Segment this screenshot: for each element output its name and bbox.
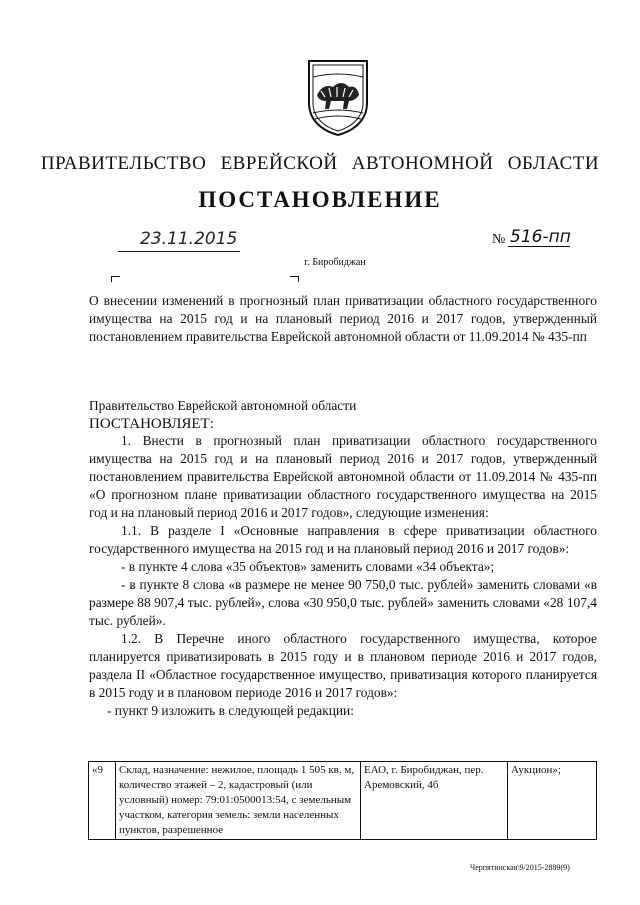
coat-of-arms-emblem	[303, 57, 373, 137]
paragraph-1-2: 1.2. В Перечне иного областного государственного имущества, которое планируется приватизировать в 2015 году и в плановом периоде 2016 и 2017 годов, раздела II «Областное государственное имущество, приватизация которого планируется в 2015 году и в плановом периоде 2016 и 2017 годов»:	[89, 631, 597, 700]
government-title: ПРАВИТЕЛЬСТВО ЕВРЕЙСКОЙ АВТОНОМНОЙ ОБЛАСТИ	[40, 153, 600, 174]
document-number: 516-пп	[510, 227, 571, 247]
document-date: 23.11.2015	[140, 229, 238, 249]
cell-number: «9	[89, 762, 116, 840]
cell-description: Склад, назначение: нежилое, площадь 1 505 кв. м, количество этажей – 2, кадастровый (или условный) номер: 79:01:0500013:54, с земельным участком, категория земель: земли населенных пунктов, разрешенное	[116, 762, 361, 840]
document-subject: О внесении изменений в прогнозный план приватизации областного государственного имущества на 2015 год и на плановый период 2016 и 2017 годов, утвержденный постановлением правительства Еврейской автономной области от 11.09.2014 № 435-пп	[89, 293, 597, 344]
number-underline	[508, 246, 570, 247]
date-underline	[118, 251, 240, 252]
decree-body	[89, 432, 597, 720]
subject-bracket-right	[290, 276, 299, 282]
paragraph-item-9: - пункт 9 изложить в следующей редакции:	[107, 703, 354, 718]
cell-address: ЕАО, г. Биробиджан, пер. Аремовский, 4б	[361, 762, 508, 840]
footer-code: Черпятинская\9/2015-2889(9)	[470, 863, 570, 872]
government-line: Правительство Еврейской автономной области	[89, 398, 357, 413]
subject-bracket-left	[111, 276, 120, 282]
paragraph-1: 1. Внести в прогнозный план приватизации областного государственного имущества на 2015 год и на плановый период 2016 и 2017 годов, утвержденный постановлением правительства Еврейской автономной области от 11.09.2014 № 435-пп «О прогнозном плане приватизации областного государственного имущества на 2015 год и на плановый период 2016 и 2017 годов», следующие изменения:	[89, 433, 597, 520]
cell-method: Аукцион»;	[508, 762, 597, 840]
paragraph-item-8: - в пункте 8 слова «в размере не менее 90 750,0 тыс. рублей» заменить словами «в размере 88 907,4 тыс. рублей», слова «30 950,0 тыс. рублей» заменить словами «28 107,4 тыс. рублей».	[89, 577, 597, 628]
decree-word: ПОСТАНОВЛЯЕТ:	[89, 416, 214, 432]
document-type-heading: ПОСТАНОВЛЕНИЕ	[198, 187, 442, 212]
property-table	[88, 761, 597, 840]
table-row	[89, 762, 597, 840]
paragraph-1-1: 1.1. В разделе I «Основные направления в сфере приватизации областного государственного имущества на 2015 год и на плановый период 2016 и 2017 годов»:	[89, 523, 597, 556]
city-name: г. Биробиджан	[304, 257, 366, 268]
paragraph-item-4: - в пункте 4 слова «35 объектов» заменить словами «34 объекта»;	[121, 559, 495, 574]
number-label: №	[492, 232, 506, 247]
